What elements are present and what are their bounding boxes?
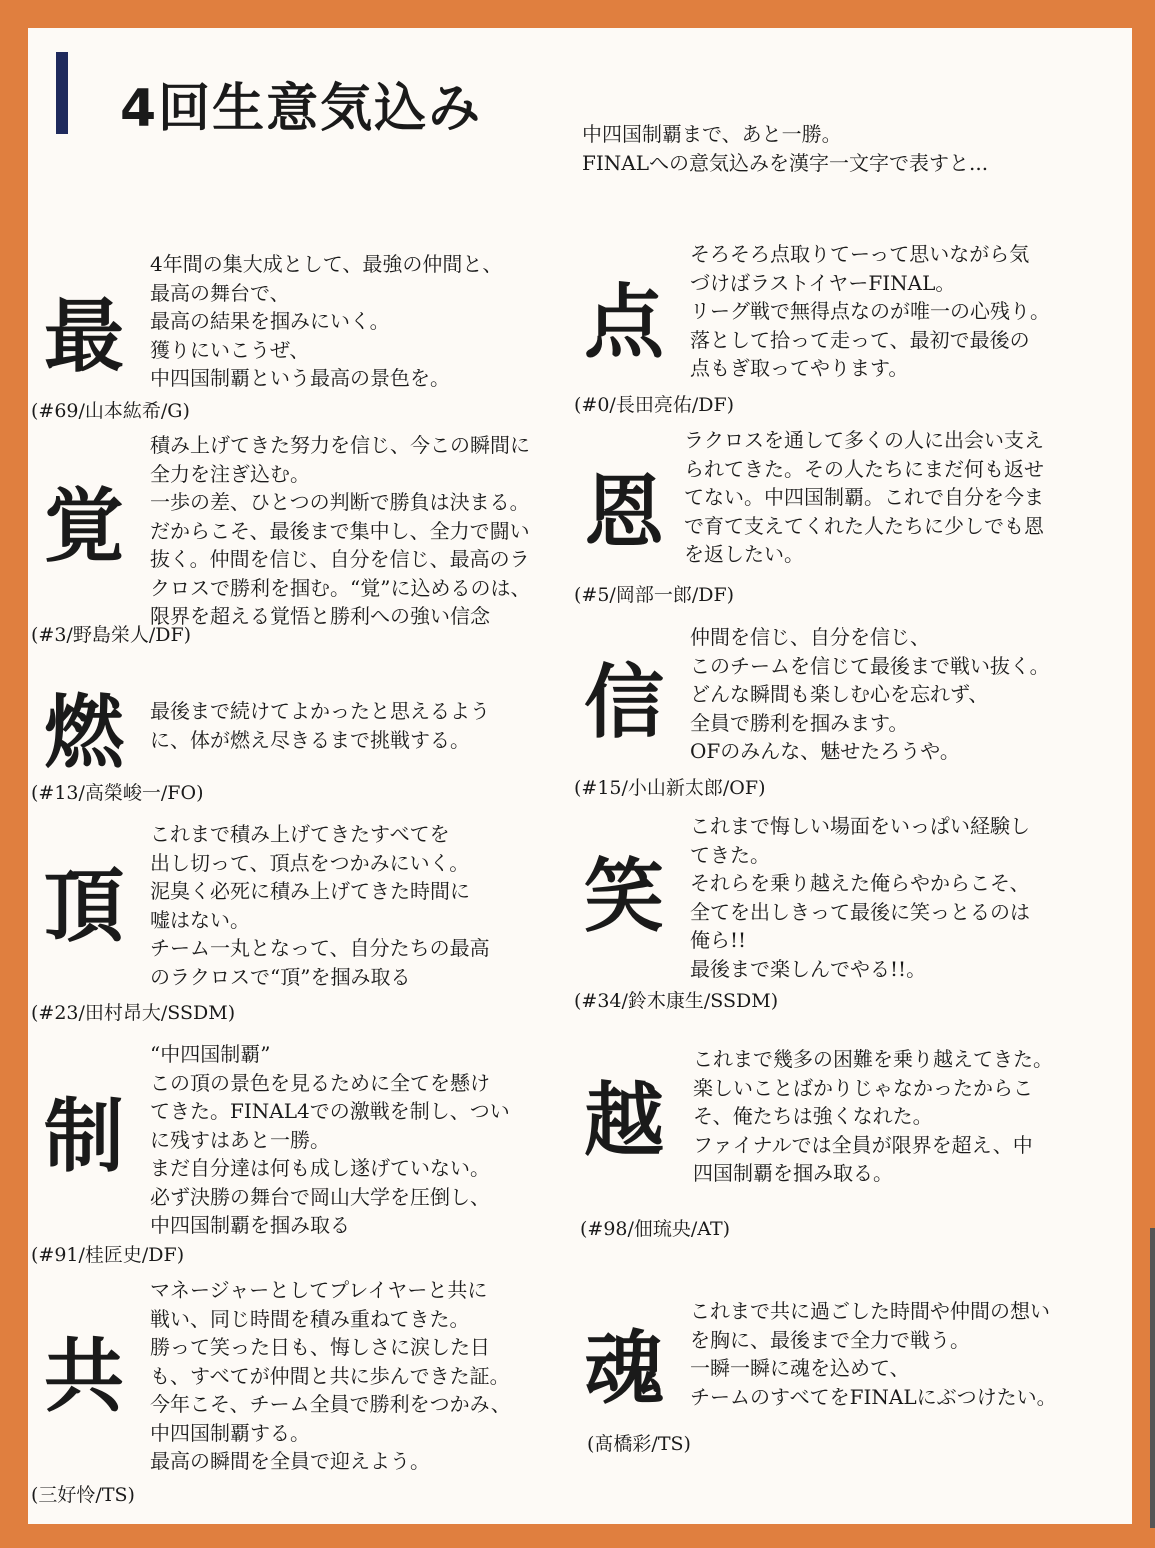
entry-message-line: づけばラストイヤーFINAL。 <box>690 270 956 295</box>
entry-author: (#91/桂匠史/DF) <box>31 1244 185 1266</box>
entry-kanji: 制 <box>44 1089 124 1183</box>
entry-message-line: 四国制覇を掴み取る。 <box>693 1161 893 1185</box>
entry-message-line: 出し切って、頂点をつかみにいく。 <box>150 850 470 875</box>
intro-line: 中四国制覇まで、あと一勝。 <box>582 122 842 146</box>
entry-message-line: この頂の景色を見るために全てを懸け <box>150 1070 490 1095</box>
entry-author: (#23/田村昂大/SSDM) <box>31 1002 236 1024</box>
entry-message-line: どんな瞬間も楽しむ心を忘れず、 <box>690 682 989 706</box>
entry-message-line: を胸に、最後まで全力で戦う。 <box>690 1327 970 1352</box>
entry-author: (#3/野島栄人/DF) <box>31 624 192 646</box>
entry-message-line: これまで幾多の困難を乗り越えてきた。 <box>693 1047 1053 1071</box>
page-title: 4回生意気込み <box>120 79 483 139</box>
entry-message-line: ラクロスを通して多くの人に出会い支え <box>684 428 1044 452</box>
entry-kanji: 覚 <box>44 479 124 573</box>
entry-message-line: 落として拾って走って、最初で最後の <box>690 327 1030 352</box>
entry-message-line: これまで共に過ごした時間や仲間の想い <box>690 1299 1050 1323</box>
entry-author: (#5/岡部一郎/DF) <box>574 584 735 606</box>
entry-message-line: に残すはあと一勝。 <box>150 1127 330 1152</box>
entry-message-line: 全力を注ぎ込む。 <box>150 461 310 486</box>
entry-message-line: 最高の瞬間を全員で迎えよう。 <box>150 1449 430 1473</box>
entry-message <box>150 1040 510 1240</box>
entry-message-line: 今年こそ、チーム全員で勝利をつかみ、 <box>150 1392 511 1416</box>
entry-message <box>684 426 1044 569</box>
entry-message-line: 泥臭く必死に積み上げてきた時間に <box>150 879 470 903</box>
entry-author: (#13/高榮峻一/FO) <box>31 782 204 804</box>
entry-message-line: これまで積み上げてきたすべてを <box>150 822 450 846</box>
entry-message-line: そ、俺たちは強くなれた。 <box>693 1104 933 1128</box>
entry-message-line: 戦い、同じ時間を積み重ねてきた。 <box>150 1306 470 1331</box>
entry-author: (髙橋彩/TS) <box>587 1433 691 1455</box>
intro-text <box>582 120 988 178</box>
entry-message-line: マネージャーとしてプレイヤーと共に <box>150 1278 488 1302</box>
entry-message-line: 嘘はない。 <box>150 907 250 932</box>
entry-message-line: 限界を超える覚悟と勝利への強い信念 <box>150 604 490 628</box>
entry-message-line: 勝って笑った日も、悔しさに涙した日 <box>150 1335 490 1359</box>
entry-message-line: 最後まで楽しんでやる!!。 <box>690 956 927 981</box>
entry-message <box>690 1297 1057 1411</box>
entry-kanji: 最 <box>44 289 124 383</box>
entry-message-line: チーム一丸となって、自分たちの最高 <box>150 936 490 960</box>
entry-message-line: このチームを信じて最後まで戦い抜く。 <box>690 653 1050 678</box>
entry-message-line: 中四国制覇を掴み取る <box>150 1213 350 1237</box>
entry-message-line: も、すべてが仲間と共に歩んできた証。 <box>150 1363 510 1388</box>
entry-message-line: 獲りにいこうぜ、 <box>150 337 310 362</box>
entry-message-line: そろそろ点取りてーって思いながら気 <box>690 242 1030 266</box>
entry-message-line: ファイナルでは全員が限界を超え、中 <box>693 1132 1033 1157</box>
entry-message-line: 全てを出しきって最後に笑っとるのは <box>690 899 1030 924</box>
entry-message-line: 必ず決勝の舞台で岡山大学を圧倒し、 <box>150 1184 490 1209</box>
entry-message-line: 一瞬一瞬に魂を込めて、 <box>690 1356 910 1380</box>
entry-message-line: てない。中四国制覇。これで自分を今ま <box>684 485 1044 509</box>
entry-message-line: 俺ら!! <box>690 928 747 952</box>
entry-message-line: 最後まで続けてよかったと思えるよう <box>150 699 490 723</box>
entry-message-line: “中四国制覇” <box>150 1042 271 1066</box>
entry-message-line: 中四国制覇する。 <box>150 1420 310 1445</box>
entry-kanji: 越 <box>584 1073 664 1167</box>
entry-message-line: 積み上げてきた努力を信じ、今この瞬間に <box>150 433 530 457</box>
entry-message <box>150 1276 511 1476</box>
entry-message-line: に、体が燃え尽きるまで挑戦する。 <box>150 727 470 752</box>
entry-message-line: チームのすべてをFINALにぶつけたい。 <box>690 1384 1057 1409</box>
entry-message-line: これまで悔しい場面をいっぱい経験し <box>690 814 1030 838</box>
entry-message-line: まだ自分達は何も成し遂げていない。 <box>150 1156 490 1180</box>
entry-kanji: 共 <box>44 1329 124 1423</box>
entry-author: (#15/小山新太郎/OF) <box>574 777 766 799</box>
entry-message-line: 全員で勝利を掴みます。 <box>690 710 909 735</box>
entry-message <box>693 1045 1053 1188</box>
entry-message-line: 最高の結果を掴みにいく。 <box>150 309 390 333</box>
entry-author: (#98/佃琉央/AT) <box>580 1218 731 1240</box>
entry-message-line: られてきた。その人たちにまだ何も返せ <box>684 456 1044 481</box>
entry-message-line: てきた。FINAL4での激戦を制し、つい <box>150 1099 510 1123</box>
entry-message <box>690 623 1050 766</box>
entry-message-line: てきた。 <box>690 842 770 867</box>
entry-message <box>690 240 1050 383</box>
entry-message-line: 最高の舞台で、 <box>150 280 290 305</box>
scrollbar-thumb[interactable] <box>1150 1228 1155 1528</box>
entry-message-line: 中四国制覇という最高の景色を。 <box>150 366 450 390</box>
page <box>28 28 1132 1524</box>
entry-message-line: それらを乗り越えた俺らやからこそ、 <box>690 871 1030 895</box>
entry-message-line: のラクロスで“頂”を掴み取る <box>150 964 411 989</box>
entry-message-line: で育て支えてくれた人たちに少しでも恩 <box>684 513 1044 538</box>
entry-message-line: 仲間を信じ、自分を信じ、 <box>690 625 930 649</box>
entry-message <box>150 431 530 631</box>
entry-kanji: 燃 <box>44 685 124 779</box>
entry-kanji: 笑 <box>584 849 664 943</box>
entry-author: (#0/長田亮佑/DF) <box>574 394 735 416</box>
entry-author: (#34/鈴木康生/SSDM) <box>574 990 779 1012</box>
entry-message <box>150 820 490 991</box>
entry-author: (三好怜/TS) <box>31 1484 135 1506</box>
intro-line: FINALへの意気込みを漢字一文字で表すと... <box>582 151 989 175</box>
entry-author: (#69/山本紘希/G) <box>31 400 190 422</box>
entry-kanji: 魂 <box>584 1321 664 1415</box>
entry-kanji: 頂 <box>44 859 124 953</box>
entry-message <box>150 697 490 754</box>
entry-message-line: だからこそ、最後まで集中し、全力で闘い <box>150 518 530 543</box>
entry-kanji: 点 <box>584 275 664 369</box>
entry-message-line: 楽しいことばかりじゃなかったからこ <box>693 1075 1033 1100</box>
entry-message-line: 点もぎ取ってやります。 <box>690 356 909 380</box>
entry-message <box>690 812 1030 983</box>
entry-kanji: 信 <box>584 655 664 749</box>
entry-message <box>150 250 502 393</box>
entry-kanji: 恩 <box>584 465 664 559</box>
entry-message-line: OFのみんな、魅せたろうや。 <box>690 739 960 763</box>
entry-message-line: を返したい。 <box>684 542 804 566</box>
entry-message-line: 一歩の差、ひとつの判断で勝負は決まる。 <box>150 490 530 514</box>
entry-message-line: リーグ戦で無得点なのが唯一の心残り。 <box>690 299 1050 323</box>
title-accent-bar <box>56 52 68 134</box>
entry-message-line: 4年間の集大成として、最強の仲間と、 <box>150 252 503 276</box>
entry-message-line: 抜く。仲間を信じ、自分を信じ、最高のラ <box>150 547 530 571</box>
entry-message-line: クロスで勝利を掴む。“覚”に込めるのは、 <box>150 575 531 600</box>
